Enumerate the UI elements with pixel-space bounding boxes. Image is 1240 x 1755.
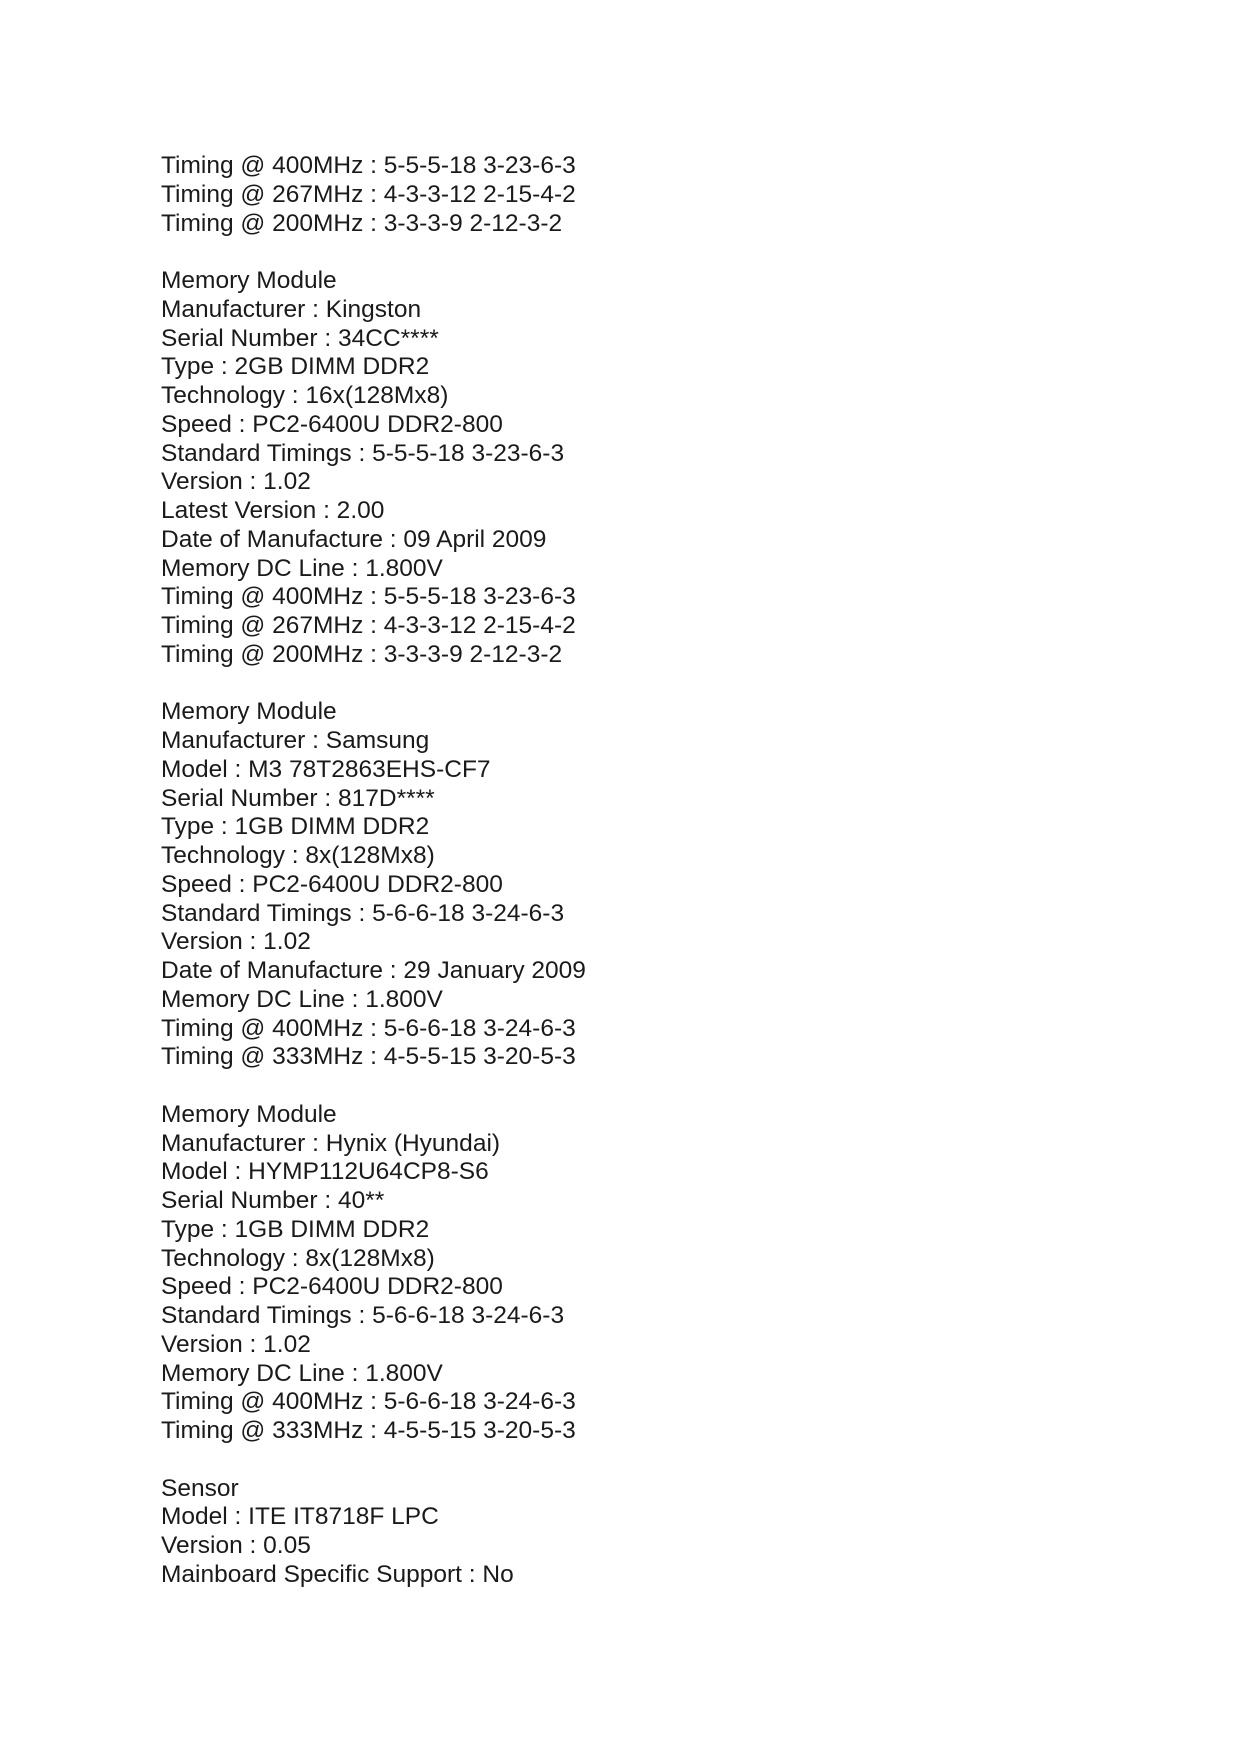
text-line: Speed : PC2-6400U DDR2-800 xyxy=(161,870,503,898)
section-heading: Memory Module xyxy=(161,1100,337,1128)
text-line: Standard Timings : 5-6-6-18 3-24-6-3 xyxy=(161,899,565,927)
text-line: Type : 1GB DIMM DDR2 xyxy=(161,813,430,841)
text-line: Manufacturer : Kingston xyxy=(161,295,422,323)
memory-module-kingston-section xyxy=(161,267,1161,670)
text-line: Standard Timings : 5-5-5-18 3-23-6-3 xyxy=(161,439,565,467)
section-gap xyxy=(161,238,1161,267)
document-body xyxy=(161,152,1161,1590)
text-line: Manufacturer : Samsung xyxy=(161,727,430,754)
section-heading: Memory Module xyxy=(161,267,337,294)
text-line: Serial Number : 817D**** xyxy=(161,784,435,812)
section-heading: Sensor xyxy=(161,1474,239,1502)
section-gap xyxy=(161,1446,1161,1475)
text-line: Mainboard Specific Support : No xyxy=(161,1560,514,1588)
memory-module-hynix-section xyxy=(161,1101,1161,1446)
text-line: Timing @ 333MHz : 4-5-5-15 3-20-5-3 xyxy=(161,1417,576,1444)
text-line: Technology : 8x(128Mx8) xyxy=(161,842,435,869)
section-gap xyxy=(161,1072,1161,1101)
text-line: Timing @ 333MHz : 4-5-5-15 3-20-5-3 xyxy=(161,1043,576,1071)
text-line: Timing @ 200MHz : 3-3-3-9 2-12-3-2 xyxy=(161,640,563,668)
text-line: Technology : 16x(128Mx8) xyxy=(161,382,449,409)
text-line: Timing @ 400MHz : 5-5-5-18 3-23-6-3 xyxy=(161,152,576,179)
text-line: Latest Version : 2.00 xyxy=(161,497,385,524)
text-line: Version : 0.05 xyxy=(161,1532,311,1559)
text-line: Speed : PC2-6400U DDR2-800 xyxy=(161,1273,503,1301)
text-line: Memory DC Line : 1.800V xyxy=(161,985,443,1013)
text-line: Timing @ 267MHz : 4-3-3-12 2-15-4-2 xyxy=(161,612,576,639)
text-line: Speed : PC2-6400U DDR2-800 xyxy=(161,410,503,438)
text-line: Timing @ 400MHz : 5-6-6-18 3-24-6-3 xyxy=(161,1388,576,1416)
text-line: Model : HYMP112U64CP8-S6 xyxy=(161,1158,489,1186)
section-gap xyxy=(161,670,1161,699)
text-line: Version : 1.02 xyxy=(161,928,311,956)
sensor-section xyxy=(161,1475,1161,1590)
text-line: Version : 1.02 xyxy=(161,468,311,496)
text-line: Timing @ 400MHz : 5-5-5-18 3-23-6-3 xyxy=(161,583,576,611)
text-line: Serial Number : 40** xyxy=(161,1187,385,1214)
text-line: Timing @ 400MHz : 5-6-6-18 3-24-6-3 xyxy=(161,1014,576,1042)
text-line: Type : 2GB DIMM DDR2 xyxy=(161,353,430,381)
text-line: Manufacturer : Hynix (Hyundai) xyxy=(161,1129,501,1157)
text-line: Standard Timings : 5-6-6-18 3-24-6-3 xyxy=(161,1302,565,1329)
text-line: Version : 1.02 xyxy=(161,1330,311,1358)
text-line: Date of Manufacture : 29 January 2009 xyxy=(161,957,586,984)
text-line: Model : ITE IT8718F LPC xyxy=(161,1503,439,1531)
memory-module-samsung-section xyxy=(161,698,1161,1072)
timing-continuation-section xyxy=(161,152,1161,238)
text-line: Date of Manufacture : 09 April 2009 xyxy=(161,525,547,553)
text-line: Memory DC Line : 1.800V xyxy=(161,1359,443,1387)
text-line: Technology : 8x(128Mx8) xyxy=(161,1244,435,1272)
section-heading: Memory Module xyxy=(161,698,337,726)
text-line: Memory DC Line : 1.800V xyxy=(161,554,443,582)
text-line: Serial Number : 34CC**** xyxy=(161,324,439,352)
text-line: Timing @ 200MHz : 3-3-3-9 2-12-3-2 xyxy=(161,209,563,237)
text-line: Type : 1GB DIMM DDR2 xyxy=(161,1215,430,1243)
text-line: Timing @ 267MHz : 4-3-3-12 2-15-4-2 xyxy=(161,180,576,208)
text-line: Model : M3 78T2863EHS-CF7 xyxy=(161,755,491,783)
